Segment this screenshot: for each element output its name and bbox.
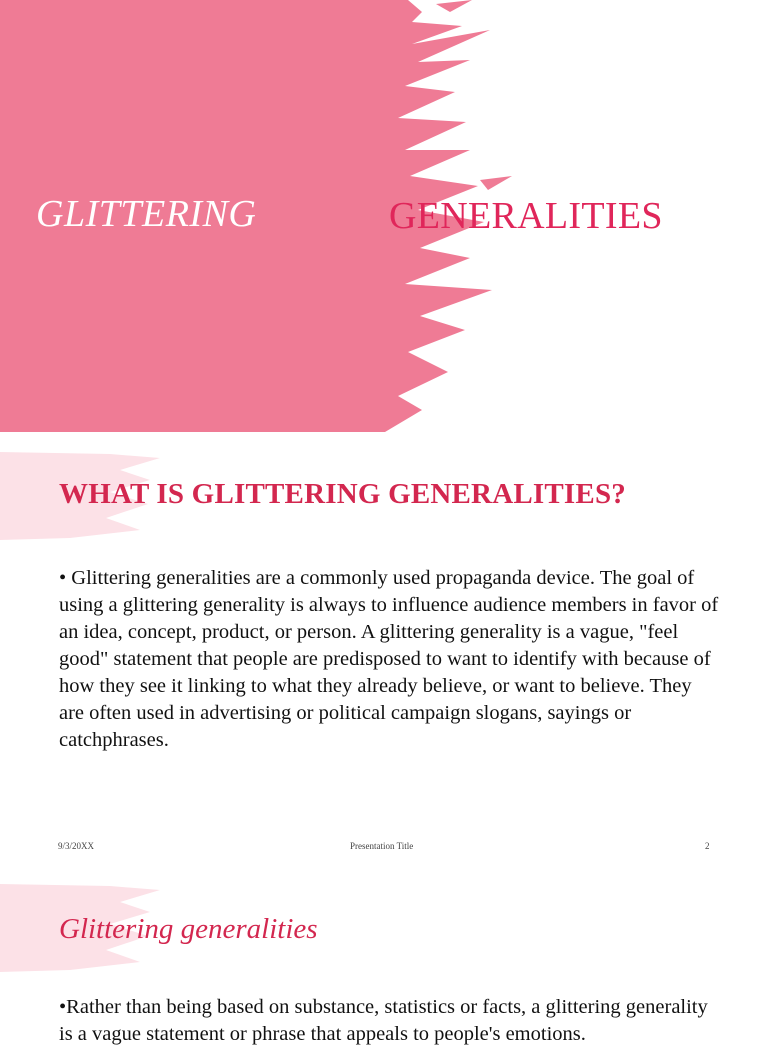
definition-slide (0, 434, 768, 864)
footer-date: 9/3/20XX (58, 841, 94, 851)
slide-title-left: GLITTERING (36, 193, 257, 235)
footer-title: Presentation Title (350, 841, 414, 851)
detail-slide (0, 866, 768, 1045)
slide-title-right: GENERALITIES (389, 195, 663, 237)
title-slide (0, 0, 768, 432)
slide-heading: WHAT IS GLITTERING GENERALITIES? (59, 478, 626, 510)
slide-body-text: •Rather than being based on substance, statistics or facts, a glittering generality is a vague statement or phrase that appeals to people's emotions. (59, 996, 708, 1045)
footer-page-number: 2 (705, 841, 710, 851)
slide-body-text: • Glittering generalities are a commonly used propaganda device. The goal of using a glittering generality is always to influence audience members in favor of an idea, concept, product, or person. A glittering generality is a vague, "feel good" statement that people are predisposed to want to identify with because of how they see it linking to what they already believe, or want to believe. They are often used in advertising or political campaign slogans, sayings or catchphrases. (59, 567, 719, 751)
slide-heading: Glittering generalities (59, 913, 318, 945)
